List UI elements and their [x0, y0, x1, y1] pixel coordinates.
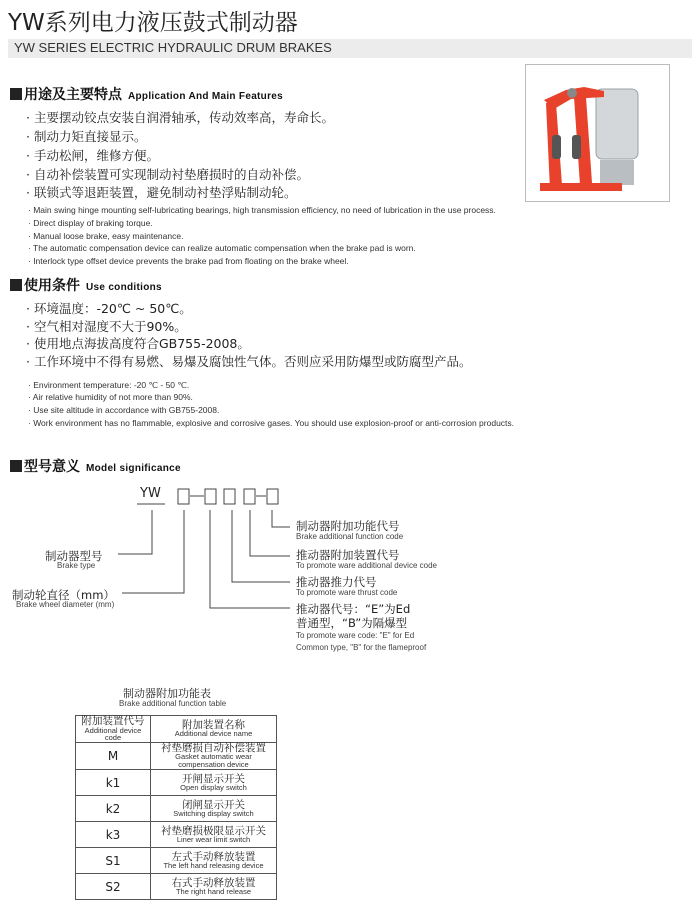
row-code: S2: [76, 874, 151, 900]
feature-en-4: · The automatic compensation device can realize automatic compensation when the brake pad is worn.: [28, 243, 416, 253]
condition-en-4: · Work environment has no flammable, explosive and corrosive gases. You should use explosion-proof or anti-corrosion products.: [28, 418, 515, 428]
table-row: [76, 874, 277, 900]
label-pusher-cn: 推动器代号：“E”为Ed: [296, 602, 411, 616]
header-name-en: Additional device name: [174, 729, 253, 739]
label-function-cn: 制动器附加功能代号: [296, 519, 400, 533]
page-title: YW系列电力液压鼓式制动器: [8, 10, 298, 36]
header-code-cn: 附加装置代号: [81, 715, 145, 727]
feature-cn-3: · 手动松闸，维修方便。: [26, 148, 159, 163]
label-device-cn: 推动器附加装置代号: [296, 548, 400, 562]
label-pusher-en: To promote ware code: "E" for Ed: [296, 631, 415, 640]
label-device-en: To promote ware additional device code: [296, 561, 437, 570]
header-name: [151, 716, 277, 743]
row-code: k3: [76, 822, 151, 848]
label-pusher-en2: Common type, "B" for the flameproof: [296, 643, 427, 652]
row-name-en: Open display switch: [180, 783, 247, 792]
label-thrust-en: To promote ware thrust code: [296, 588, 398, 597]
features-heading: [10, 84, 283, 104]
feature-cn-2: · 制动力矩直接显示。: [26, 129, 147, 144]
row-name: [151, 796, 277, 822]
feature-cn-4: · 自动补偿装置可实现制动衬垫磨损时的自动补偿。: [26, 167, 309, 182]
heading-en: Model significance: [86, 463, 181, 474]
table-row: [76, 848, 277, 874]
heading-cn: 用途及主要特点: [24, 87, 122, 103]
label-function-en: Brake additional function code: [296, 532, 404, 541]
label-pusher-cn2: 普通型，“B”为隔爆型: [296, 616, 408, 630]
row-name-en: The left hand releasing device: [163, 861, 264, 870]
function-table: [75, 715, 277, 900]
condition-cn-3: · 使用地点海拔高度符合GB755-2008。: [26, 336, 250, 351]
square-bullet-icon: [10, 279, 22, 291]
table-row: [76, 796, 277, 822]
row-code: M: [76, 742, 151, 770]
feature-cn-1: · 主要摆动铰点安装自润滑轴承，传动效率高，寿命长。: [26, 110, 334, 125]
row-name: [151, 742, 277, 770]
table-row: [76, 770, 277, 796]
feature-cn-5: · 联锁式等退距装置，避免制动衬垫浮贴制动轮。: [26, 185, 297, 200]
header-code-en: Additional device code: [84, 725, 142, 742]
row-code: S1: [76, 848, 151, 874]
row-code: k2: [76, 796, 151, 822]
heading-en: Use conditions: [86, 282, 162, 293]
condition-cn-1: · 环境温度：-20℃ ~ 50℃。: [26, 301, 192, 316]
row-name-en: Switching display switch: [173, 809, 254, 818]
row-name: [151, 770, 277, 796]
label-diameter-cn: 制动轮直径（mm）: [12, 588, 115, 602]
square-bullet-icon: [10, 88, 22, 100]
feature-en-5: · Interlock type offset device prevents the brake pad from floating on the brake wheel.: [28, 256, 349, 266]
header-name-cn: 附加装置名称: [182, 718, 245, 731]
label-brake-type-en: Brake type: [57, 561, 96, 570]
row-code: k1: [76, 770, 151, 796]
condition-en-2: · Air relative humidity of not more than 90%.: [28, 392, 193, 402]
condition-cn-4: · 工作环境中不得有易燃、易爆及腐蚀性气体。否则应采用防爆型或防腐型产品。: [26, 354, 472, 369]
heading-cn: 使用条件: [24, 278, 80, 294]
row-name-cn: 闭闸显示开关: [182, 798, 245, 811]
square-bullet-icon: [10, 460, 22, 472]
model-prefix: YW: [140, 486, 161, 501]
conditions-heading: [10, 275, 162, 295]
row-name-en: The right hand release: [175, 887, 252, 896]
header-code: [76, 716, 151, 743]
condition-en-1: · Environment temperature: -20 ℃ - 50 ℃.: [28, 380, 190, 390]
brake-product-image: [525, 64, 670, 202]
heading-cn: 型号意义: [24, 459, 80, 475]
row-name-cn: 左式手动释放装置: [171, 850, 256, 863]
page-subtitle: YW SERIES ELECTRIC HYDRAULIC DRUM BRAKES: [14, 40, 332, 55]
feature-en-2: · Direct display of braking torque.: [28, 218, 153, 228]
feature-en-3: · Manual loose brake, easy maintenance.: [28, 231, 184, 241]
row-name-en: Liner wear limit switch: [176, 835, 251, 844]
heading-en: Application And Main Features: [128, 91, 284, 102]
table-row: [76, 742, 277, 770]
model-heading: [10, 456, 181, 476]
table-title-cn: 制动器附加功能表: [123, 687, 211, 700]
row-name-cn: 衬垫磨损极限显示开关: [161, 824, 266, 837]
row-name-cn: 开闸显示开关: [182, 772, 245, 785]
row-name-cn: 右式手动释放装置: [171, 876, 256, 889]
condition-cn-2: · 空气相对湿度不大于90%。: [26, 319, 187, 334]
table-header-row: [76, 716, 277, 743]
row-name: [151, 822, 277, 848]
label-diameter-en: Brake wheel diameter (mm): [16, 600, 115, 609]
row-name-en: Gasket automatic wear compensation device: [175, 752, 252, 769]
row-name-cn: 衬垫磨损自动补偿装置: [161, 741, 266, 754]
table-row: [76, 822, 277, 848]
row-name: [151, 874, 277, 900]
label-thrust-cn: 推动器推力代号: [296, 575, 377, 589]
label-brake-type-cn: 制动器型号: [45, 549, 103, 563]
condition-en-3: · Use site altitude in accordance with GB755-2008.: [28, 405, 220, 415]
row-name: [151, 848, 277, 874]
feature-en-1: · Main swing hinge mounting self-lubricating bearings, high transmission efficiency, no need of lubrication in the use process.: [28, 205, 496, 215]
table-title-en: Brake additional function table: [119, 699, 227, 708]
